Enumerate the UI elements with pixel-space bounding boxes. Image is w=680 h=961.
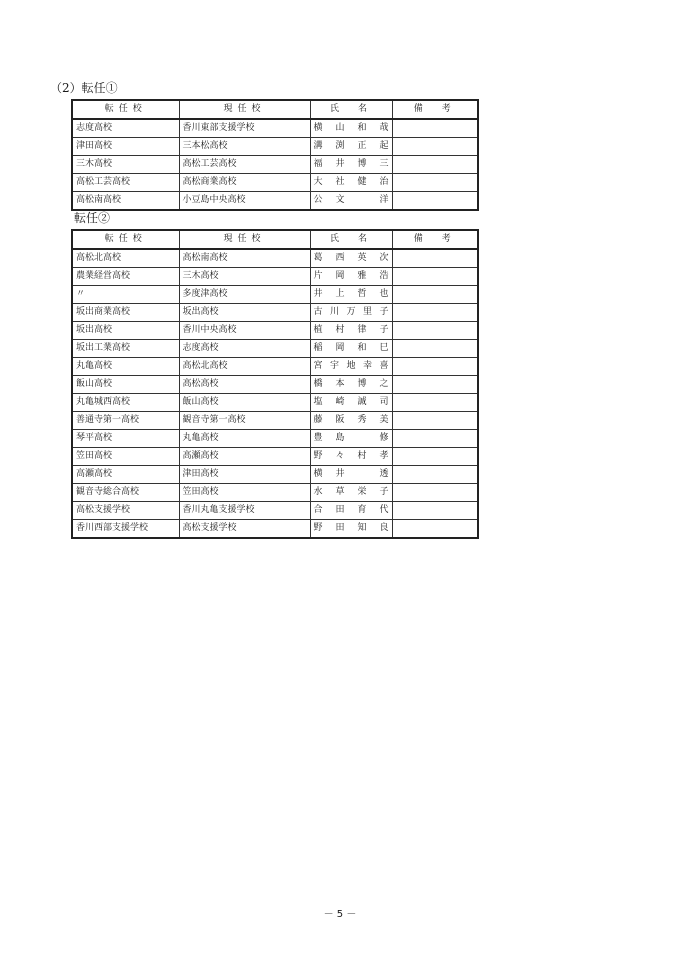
- current-school-cell: 高松南高校: [179, 249, 310, 268]
- remarks-cell: [392, 192, 478, 211]
- remarks-cell: [392, 174, 478, 192]
- current-school-cell: 高松支援学校: [179, 520, 310, 539]
- table-row: [72, 286, 478, 304]
- current-school-cell: 高松北高校: [179, 358, 310, 376]
- person-name-cell: 横山和哉: [310, 119, 392, 138]
- transfer-school-cell: 笠田高校: [72, 448, 179, 466]
- person-name-cell: 塩崎誠司: [310, 394, 392, 412]
- remarks-cell: [392, 520, 478, 539]
- table-row: [72, 322, 478, 340]
- remarks-cell: [392, 394, 478, 412]
- remarks-cell: [392, 156, 478, 174]
- person-name-cell: 福井博三: [310, 156, 392, 174]
- person-name-cell: 水草栄子: [310, 484, 392, 502]
- remarks-cell: [392, 448, 478, 466]
- header-remarks: 備 考: [392, 230, 478, 249]
- header-current-school: 現任校: [179, 230, 310, 249]
- transfer-school-cell: 高松南高校: [72, 192, 179, 211]
- transfer-school-cell: 飯山高校: [72, 376, 179, 394]
- remarks-cell: [392, 430, 478, 448]
- section-1-title: （2）転任①: [50, 81, 118, 95]
- transfer-school-cell: 坂出工業高校: [72, 340, 179, 358]
- transfer-school-cell: 丸亀高校: [72, 358, 179, 376]
- table-row: [72, 520, 478, 539]
- transfer-school-cell: 善通寺第一高校: [72, 412, 179, 430]
- header-transfer-school: 転任校: [72, 230, 179, 249]
- table-row: [72, 448, 478, 466]
- transfer-school-cell: 高瀬高校: [72, 466, 179, 484]
- person-name-cell: 植村律子: [310, 322, 392, 340]
- table-row: [72, 340, 478, 358]
- transfer-school-cell: 高松工芸高校: [72, 174, 179, 192]
- current-school-cell: 小豆島中央高校: [179, 192, 310, 211]
- remarks-cell: [392, 304, 478, 322]
- table-row: [72, 192, 478, 211]
- person-name-cell: 葛西英次: [310, 249, 392, 268]
- current-school-cell: 高瀬高校: [179, 448, 310, 466]
- current-school-cell: 津田高校: [179, 466, 310, 484]
- person-name-cell: 横井 透: [310, 466, 392, 484]
- table-row: [72, 358, 478, 376]
- table-header-row: [72, 230, 478, 249]
- header-name: 氏 名: [310, 230, 392, 249]
- person-name-cell: 野田知良: [310, 520, 392, 539]
- transfer-school-cell: 坂出高校: [72, 322, 179, 340]
- remarks-cell: [392, 502, 478, 520]
- person-name-cell: 溝渕正起: [310, 138, 392, 156]
- table-row: [72, 138, 478, 156]
- current-school-cell: 飯山高校: [179, 394, 310, 412]
- remarks-cell: [392, 358, 478, 376]
- person-name-cell: 大社健治: [310, 174, 392, 192]
- remarks-cell: [392, 376, 478, 394]
- transfer-school-cell: 観音寺総合高校: [72, 484, 179, 502]
- transfer-school-cell: 志度高校: [72, 119, 179, 138]
- person-name-cell: 井上哲也: [310, 286, 392, 304]
- table-row: [72, 376, 478, 394]
- person-name-cell: 合田育代: [310, 502, 392, 520]
- table-row: [72, 119, 478, 138]
- person-name-cell: 片岡雅浩: [310, 268, 392, 286]
- current-school-cell: 多度津高校: [179, 286, 310, 304]
- remarks-cell: [392, 340, 478, 358]
- transfer-school-cell: 高松支援学校: [72, 502, 179, 520]
- current-school-cell: 坂出高校: [179, 304, 310, 322]
- current-school-cell: 観音寺第一高校: [179, 412, 310, 430]
- person-name-cell: 宮宇地幸喜: [310, 358, 392, 376]
- table-row: [72, 412, 478, 430]
- current-school-cell: 香川丸亀支援学校: [179, 502, 310, 520]
- header-transfer-school: 転任校: [72, 100, 179, 119]
- current-school-cell: 高松商業高校: [179, 174, 310, 192]
- remarks-cell: [392, 249, 478, 268]
- current-school-cell: 三木高校: [179, 268, 310, 286]
- current-school-cell: 高松高校: [179, 376, 310, 394]
- transfer-table-1: [71, 99, 479, 211]
- current-school-cell: 香川東部支援学校: [179, 119, 310, 138]
- table-row: [72, 394, 478, 412]
- remarks-cell: [392, 484, 478, 502]
- person-name-cell: 藤阪秀美: [310, 412, 392, 430]
- transfer-school-cell: 〃: [72, 286, 179, 304]
- transfer-school-cell: 高松北高校: [72, 249, 179, 268]
- table-header-row: [72, 100, 478, 119]
- remarks-cell: [392, 412, 478, 430]
- person-name-cell: 橋本博之: [310, 376, 392, 394]
- header-name: 氏 名: [310, 100, 392, 119]
- page-number: － 5 －: [323, 909, 357, 920]
- current-school-cell: 丸亀高校: [179, 430, 310, 448]
- transfer-school-cell: 農業経営高校: [72, 268, 179, 286]
- remarks-cell: [392, 466, 478, 484]
- table-row: [72, 466, 478, 484]
- current-school-cell: 笠田高校: [179, 484, 310, 502]
- table-row: [72, 174, 478, 192]
- remarks-cell: [392, 322, 478, 340]
- transfer-school-cell: 坂出商業高校: [72, 304, 179, 322]
- person-name-cell: 稲岡和巳: [310, 340, 392, 358]
- transfer-table-2: [71, 229, 479, 539]
- remarks-cell: [392, 119, 478, 138]
- transfer-school-cell: 香川西部支援学校: [72, 520, 179, 539]
- person-name-cell: 公文 洋: [310, 192, 392, 211]
- table-row: [72, 430, 478, 448]
- current-school-cell: 高松工芸高校: [179, 156, 310, 174]
- remarks-cell: [392, 268, 478, 286]
- current-school-cell: 三本松高校: [179, 138, 310, 156]
- current-school-cell: 香川中央高校: [179, 322, 310, 340]
- header-current-school: 現任校: [179, 100, 310, 119]
- table-row: [72, 249, 478, 268]
- person-name-cell: 古川万里子: [310, 304, 392, 322]
- transfer-school-cell: 三木高校: [72, 156, 179, 174]
- person-name-cell: 豊島 修: [310, 430, 392, 448]
- header-remarks: 備 考: [392, 100, 478, 119]
- transfer-school-cell: 津田高校: [72, 138, 179, 156]
- table-row: [72, 304, 478, 322]
- table-row: [72, 484, 478, 502]
- table-row: [72, 156, 478, 174]
- transfer-school-cell: 丸亀城西高校: [72, 394, 179, 412]
- remarks-cell: [392, 138, 478, 156]
- transfer-school-cell: 琴平高校: [72, 430, 179, 448]
- remarks-cell: [392, 286, 478, 304]
- current-school-cell: 志度高校: [179, 340, 310, 358]
- table-row: [72, 502, 478, 520]
- table-row: [72, 268, 478, 286]
- section-2-title: 転任②: [74, 211, 111, 225]
- person-name-cell: 野々村孝: [310, 448, 392, 466]
